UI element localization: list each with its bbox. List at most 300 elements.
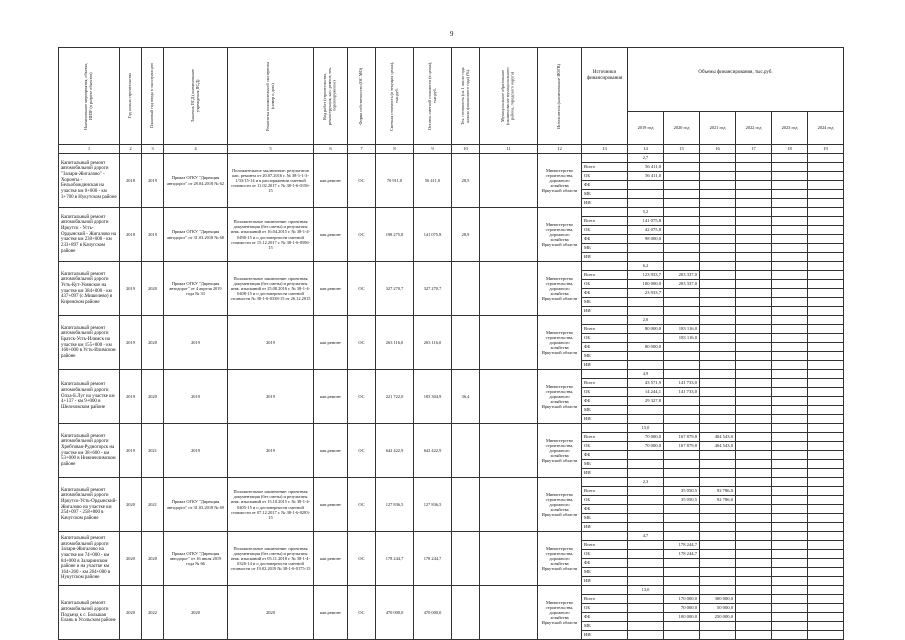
funding-value	[772, 541, 808, 550]
funding-blank	[700, 370, 736, 379]
funding-value	[808, 388, 844, 397]
funding-value	[628, 406, 664, 415]
funding-value: 123 933,7	[628, 271, 664, 280]
funding-value	[772, 217, 808, 226]
funding-value: 23 933,7	[628, 289, 664, 298]
funding-source: ОБ	[582, 226, 628, 235]
row-work-type: кап.ремонт	[314, 316, 348, 370]
funding-value	[772, 613, 808, 622]
funding-value	[664, 352, 700, 361]
row-readiness	[452, 262, 480, 316]
funding-blank	[700, 478, 736, 487]
funding-blank	[664, 316, 700, 325]
funding-value	[808, 460, 844, 469]
funding-value	[736, 496, 772, 505]
row-name: Капитальный ремонт автомобильной дороги Залари-Жигалово на участке км 74+000 - км 84+000 в Заларинском районе и на участке км 164+260 - км 264+000 в Нукутском районе	[59, 532, 120, 586]
year-header: 2020 год	[664, 112, 700, 145]
funding-value	[664, 523, 700, 532]
funding-value	[772, 568, 808, 577]
funding-value	[808, 352, 844, 361]
funding-value: 70 000,0	[628, 433, 664, 442]
funding-value	[700, 181, 736, 190]
funding-value	[664, 568, 700, 577]
funding-value	[772, 442, 808, 451]
funding-value	[736, 190, 772, 199]
funding-value	[628, 199, 664, 208]
funding-value	[736, 595, 772, 604]
row-share-percent: 2,0	[628, 316, 664, 325]
funding-value	[772, 604, 808, 613]
row-remaining: 263 116,0	[414, 316, 452, 370]
row-start-year: 2020	[120, 478, 142, 532]
row-ownership: ОС	[348, 586, 376, 640]
funding-source: ИИ	[582, 253, 628, 262]
source-blank	[582, 586, 628, 595]
row-work-type: кап.ремонт	[314, 154, 348, 208]
funding-value	[736, 352, 772, 361]
funding-value	[736, 577, 772, 586]
funding-value	[808, 622, 844, 631]
row-remaining: 141 075,8	[414, 208, 452, 262]
funding-value	[808, 604, 844, 613]
funding-value: 167 879,8	[664, 433, 700, 442]
year-header: 2019 год	[628, 112, 664, 145]
table-row	[59, 154, 844, 163]
funding-blank	[772, 208, 808, 217]
row-name: Капитальный ремонт автомобильной дороги Иркутск - Усть-Ордынский - Жигалово на участке км 230+000 - км 233+897 в Качугском районе	[59, 208, 120, 262]
row-name: Капитальный ремонт автомобильной дороги Хребтовая-Рудногорск на участке км 38+600 - км 53+000 в Нижнеилимском районе	[59, 424, 120, 478]
funding-value	[772, 469, 808, 478]
funding-value	[736, 199, 772, 208]
column-number: 2	[120, 145, 142, 154]
funding-value	[736, 181, 772, 190]
funding-value	[772, 406, 808, 415]
row-cost: 470 000,0	[376, 586, 414, 640]
funding-value	[736, 514, 772, 523]
funding-value	[736, 325, 772, 334]
funding-value	[736, 451, 772, 460]
row-share-percent: 5,2	[628, 208, 664, 217]
funding-blank	[664, 478, 700, 487]
funding-value	[772, 415, 808, 424]
funding-value	[628, 253, 664, 262]
funding-value	[700, 388, 736, 397]
funding-source: МБ	[582, 352, 628, 361]
funding-value	[808, 289, 844, 298]
row-end-year: 2020	[142, 370, 164, 424]
funding-value	[700, 541, 736, 550]
funding-blank	[772, 424, 808, 433]
funding-value	[664, 172, 700, 181]
row-cost: 127 836,5	[376, 478, 414, 532]
funding-value	[808, 487, 844, 496]
funding-value	[700, 568, 736, 577]
funding-value	[808, 235, 844, 244]
funding-value	[736, 631, 772, 640]
funding-value	[808, 514, 844, 523]
funding-value: 178 244,7	[664, 550, 700, 559]
funding-value	[772, 523, 808, 532]
row-executor: Министерство строительства, дорожного хозяйства Иркутской области	[538, 262, 582, 316]
column-number: 17	[736, 145, 772, 154]
funding-source: ОБ	[582, 280, 628, 289]
funding-blank	[664, 208, 700, 217]
funding-value	[772, 226, 808, 235]
funding-value	[736, 505, 772, 514]
funding-value	[736, 397, 772, 406]
row-readiness: 28,9	[452, 208, 480, 262]
funding-value	[736, 379, 772, 388]
funding-value	[736, 469, 772, 478]
column-number: 19	[808, 145, 844, 154]
funding-value	[736, 487, 772, 496]
funding-value	[772, 244, 808, 253]
funding-value: 92 786,0	[700, 496, 736, 505]
funding-value	[700, 514, 736, 523]
source-blank	[582, 424, 628, 433]
funding-value	[772, 343, 808, 352]
row-executor: Министерство строительства, дорожного хозяйства Иркутской области	[538, 532, 582, 586]
funding-blank	[736, 424, 772, 433]
funding-value: 203 337,0	[664, 280, 700, 289]
row-expertise: Положительное заключение: проектная документация (без сметы) и результаты инж. изысканий от 25.08.2016 г. № 38-1-4-0408-15 и о достоверности сметной стоимости № 38-1-6-0338-15 от 26.12.2015	[228, 262, 314, 316]
row-start-year: 2019	[120, 316, 142, 370]
row-executor: Министерство строительства, дорожного хозяйства Иркутской области	[538, 586, 582, 640]
funding-value	[628, 298, 664, 307]
funding-blank	[772, 154, 808, 163]
row-start-year: 2020	[120, 586, 142, 640]
funding-value	[700, 244, 736, 253]
funding-value	[772, 460, 808, 469]
row-name: Капитальный ремонт автомобильной дороги Подъезд к с. Большая Елань в Усольском районе	[59, 586, 120, 640]
row-ownership: ОС	[348, 478, 376, 532]
funding-blank	[664, 532, 700, 541]
funding-value	[736, 226, 772, 235]
row-customer: Приказ ОГКУ "Дирекция автодорог" от 4 апреля 2019 года № 33	[164, 262, 228, 316]
funding-source: ФБ	[582, 181, 628, 190]
source-blank	[582, 532, 628, 541]
funding-source: ИИ	[582, 577, 628, 586]
funding-value	[664, 343, 700, 352]
header-row	[59, 48, 844, 112]
row-municipality	[480, 262, 538, 316]
funding-value: 35 050,5	[664, 496, 700, 505]
funding-value	[808, 397, 844, 406]
funding-value: 141 733,0	[664, 379, 700, 388]
column-number: 15	[664, 145, 700, 154]
source-blank	[582, 370, 628, 379]
row-start-year: 2020	[120, 532, 142, 586]
funding-value	[772, 271, 808, 280]
row-readiness	[452, 316, 480, 370]
funding-value	[664, 361, 700, 370]
year-header: 2024 год	[808, 112, 844, 145]
row-work-type: кап.ремонт	[314, 262, 348, 316]
funding-blank	[808, 370, 844, 379]
funding-source: Всего	[582, 217, 628, 226]
funding-value	[772, 181, 808, 190]
funding-value	[808, 451, 844, 460]
header-end-year: Плановый год ввода в эксплуатацию	[142, 48, 164, 145]
funding-value	[628, 505, 664, 514]
funding-source: ФБ	[582, 235, 628, 244]
funding-source: ФБ	[582, 559, 628, 568]
funding-value: 203 337,0	[664, 271, 700, 280]
column-number: 18	[772, 145, 808, 154]
funding-blank	[736, 478, 772, 487]
funding-value	[736, 442, 772, 451]
funding-source: ФБ	[582, 613, 628, 622]
funding-source: ФБ	[582, 289, 628, 298]
row-cost: 263 116,0	[376, 316, 414, 370]
row-municipality	[480, 532, 538, 586]
row-cost: 642 422,9	[376, 424, 414, 478]
funding-blank	[772, 532, 808, 541]
row-end-year: 2019	[142, 208, 164, 262]
funding-value	[808, 280, 844, 289]
row-municipality	[480, 370, 538, 424]
funding-value	[736, 550, 772, 559]
funding-value	[808, 631, 844, 640]
funding-blank	[664, 262, 700, 271]
funding-source: Всего	[582, 325, 628, 334]
funding-blank	[808, 532, 844, 541]
funding-value	[772, 631, 808, 640]
funding-source: Всего	[582, 541, 628, 550]
funding-value	[808, 307, 844, 316]
row-customer: 2019	[164, 424, 228, 478]
funding-blank	[736, 532, 772, 541]
funding-value	[808, 343, 844, 352]
funding-value	[772, 550, 808, 559]
funding-value	[808, 163, 844, 172]
funding-value	[700, 631, 736, 640]
funding-value	[808, 496, 844, 505]
funding-value	[628, 550, 664, 559]
funding-source: ФБ	[582, 505, 628, 514]
funding-value	[772, 334, 808, 343]
source-blank	[582, 316, 628, 325]
row-share-percent: 13,0	[628, 586, 664, 595]
funding-value	[628, 631, 664, 640]
row-start-year: 2019	[120, 262, 142, 316]
row-remaining: 178 244,7	[414, 532, 452, 586]
funding-value	[664, 199, 700, 208]
funding-value	[628, 595, 664, 604]
funding-value	[808, 523, 844, 532]
funding-value	[628, 244, 664, 253]
funding-value: 141 075,8	[628, 217, 664, 226]
funding-value: 56 411,0	[628, 172, 664, 181]
column-number: 10	[452, 145, 480, 154]
row-expertise: Положительное заключение: результатов кап. ремонта от 20.07.2016 г. № 38-1-1-3-1/33/15-14 и в распоряжении сметной стоимости от 11.02.2017 г. № 38-1-6-0156-15	[228, 154, 314, 208]
funding-value	[808, 442, 844, 451]
row-name: Капитальный ремонт автомобильной дороги Братск-Усть-Илимск на участке км 155+000 - км 160+000 в Усть-Илимском районе	[59, 316, 120, 370]
table-row	[59, 478, 844, 487]
funding-value	[772, 361, 808, 370]
column-number: 7	[348, 145, 376, 154]
funding-value: 100 000,0	[628, 280, 664, 289]
funding-value	[808, 415, 844, 424]
header-name: Наименование мероприятия, объекта, ИИЗР (в разрезе объектов)	[59, 48, 120, 145]
funding-source: МБ	[582, 406, 628, 415]
row-start-year: 2018	[120, 208, 142, 262]
row-readiness	[452, 478, 480, 532]
funding-value	[808, 505, 844, 514]
row-expertise: Положительное заключение: проектная документация (без сметы) и результаты инж. изысканий от 15.10.2015 г. № 38-1-4-0405-15 и о достоверности сметной стоимости от 07.12.2017 г. № 38-1-6-0283-15	[228, 478, 314, 532]
funding-value	[736, 289, 772, 298]
funding-value	[700, 298, 736, 307]
funding-value	[808, 595, 844, 604]
column-number: 6	[314, 145, 348, 154]
funding-source: ОБ	[582, 442, 628, 451]
funding-value: 80 000,0	[628, 343, 664, 352]
funding-value	[700, 361, 736, 370]
funding-value: 183 116,0	[664, 325, 700, 334]
funding-value: 35 050,5	[664, 487, 700, 496]
funding-value	[808, 613, 844, 622]
funding-value	[664, 163, 700, 172]
row-start-year: 2019	[120, 370, 142, 424]
funding-value	[808, 334, 844, 343]
row-work-type: кап.ремонт	[314, 586, 348, 640]
funding-value	[664, 253, 700, 262]
header-expertise: Реквизиты положительной экспертизы (номер и дата)	[228, 48, 314, 145]
funding-value	[664, 181, 700, 190]
funding-value	[628, 334, 664, 343]
funding-source: ИИ	[582, 307, 628, 316]
funding-value	[700, 379, 736, 388]
funding-value	[772, 190, 808, 199]
funding-value	[700, 217, 736, 226]
funding-value	[700, 343, 736, 352]
funding-value	[628, 451, 664, 460]
row-municipality	[480, 424, 538, 478]
funding-source: МБ	[582, 622, 628, 631]
funding-value	[628, 352, 664, 361]
funding-value	[664, 307, 700, 316]
row-customer: Приказ ОГКУ "Дирекция автодорог" от 31.03.2018 № 69	[164, 478, 228, 532]
source-blank	[582, 154, 628, 163]
row-name: Капитальный ремонт автомобильной дороги "Залари-Жигалово" - Хоронгы - Бельобождинская на участке км 0+000 - км 3+700 в Нукутском районе	[59, 154, 120, 208]
funding-value	[808, 406, 844, 415]
funding-blank	[664, 154, 700, 163]
funding-source: ИИ	[582, 469, 628, 478]
funding-blank	[664, 424, 700, 433]
funding-blank	[808, 316, 844, 325]
funding-source: Всего	[582, 595, 628, 604]
funding-value	[808, 541, 844, 550]
funding-source: ОБ	[582, 334, 628, 343]
funding-value	[736, 271, 772, 280]
funding-value	[664, 289, 700, 298]
funding-source: ИИ	[582, 361, 628, 370]
funding-value	[772, 352, 808, 361]
funding-value	[772, 505, 808, 514]
funding-value	[736, 559, 772, 568]
row-remaining: 127 836,5	[414, 478, 452, 532]
row-end-year: 2022	[142, 586, 164, 640]
funding-value	[808, 226, 844, 235]
row-expertise: Положительное заключение: проектная документация (без сметы) и результаты инж. изысканий от 05.11.2018 г. № 38-1-4-0326-14 и о достоверности сметной стоимости от 19.02.2019 № 38-1-6-0175-15	[228, 532, 314, 586]
row-start-year: 2018	[120, 154, 142, 208]
funding-value	[700, 307, 736, 316]
funding-blank	[700, 316, 736, 325]
funding-source: МБ	[582, 514, 628, 523]
funding-value	[664, 217, 700, 226]
funding-blank	[664, 370, 700, 379]
funding-source: ФБ	[582, 451, 628, 460]
row-name: Капитальный ремонт автомобильной дороги Иркутск-Усть-Ордынский-Жигалово на участке км 254+097 - 258+800 в Качугском районе	[59, 478, 120, 532]
funding-value	[700, 280, 736, 289]
funding-value	[808, 550, 844, 559]
row-readiness	[452, 424, 480, 478]
funding-value	[808, 559, 844, 568]
funding-source: ОБ	[582, 172, 628, 181]
row-ownership: ОС	[348, 532, 376, 586]
funding-source: ИИ	[582, 415, 628, 424]
funding-value	[772, 280, 808, 289]
funding-value: 170 000,0	[664, 595, 700, 604]
funding-blank	[700, 424, 736, 433]
funding-value	[772, 325, 808, 334]
row-expertise: 2019	[228, 424, 314, 478]
funding-value	[664, 244, 700, 253]
funding-blank	[736, 154, 772, 163]
funding-source: МБ	[582, 244, 628, 253]
funding-value	[700, 325, 736, 334]
row-executor: Министерство строительства, дорожного хозяйства Иркутской области	[538, 424, 582, 478]
funding-value	[628, 559, 664, 568]
funding-value: 98 000,0	[628, 235, 664, 244]
funding-value	[736, 523, 772, 532]
funding-blank	[700, 154, 736, 163]
funding-value	[808, 172, 844, 181]
funding-value	[628, 622, 664, 631]
funding-value	[736, 235, 772, 244]
column-number: 9	[414, 145, 452, 154]
funding-value	[736, 217, 772, 226]
funding-value: 56 411,0	[628, 163, 664, 172]
row-share-percent: 15,0	[628, 424, 664, 433]
row-municipality	[480, 478, 538, 532]
funding-value	[736, 613, 772, 622]
funding-blank	[700, 262, 736, 271]
row-executor: Министерство строительства, дорожного хозяйства Иркутской области	[538, 208, 582, 262]
funding-value	[736, 541, 772, 550]
funding-value: 70 000,0	[664, 604, 700, 613]
row-end-year: 2019	[142, 154, 164, 208]
funding-value: 404 543,0	[700, 433, 736, 442]
row-remaining: 327 270,7	[414, 262, 452, 316]
funding-value	[772, 199, 808, 208]
funding-source: ОБ	[582, 388, 628, 397]
funding-value	[700, 352, 736, 361]
row-expertise: 2019	[228, 370, 314, 424]
funding-source: МБ	[582, 568, 628, 577]
funding-value: 167 879,8	[664, 442, 700, 451]
funding-value	[808, 568, 844, 577]
funding-value	[772, 307, 808, 316]
funding-value	[700, 505, 736, 514]
funding-value	[772, 253, 808, 262]
funding-blank	[808, 262, 844, 271]
investment-program-table	[58, 47, 844, 640]
funding-value	[700, 172, 736, 181]
funding-value	[664, 469, 700, 478]
funding-blank	[808, 154, 844, 163]
header-executor: Исполнитель (наименование ИОГВ)	[538, 48, 582, 145]
